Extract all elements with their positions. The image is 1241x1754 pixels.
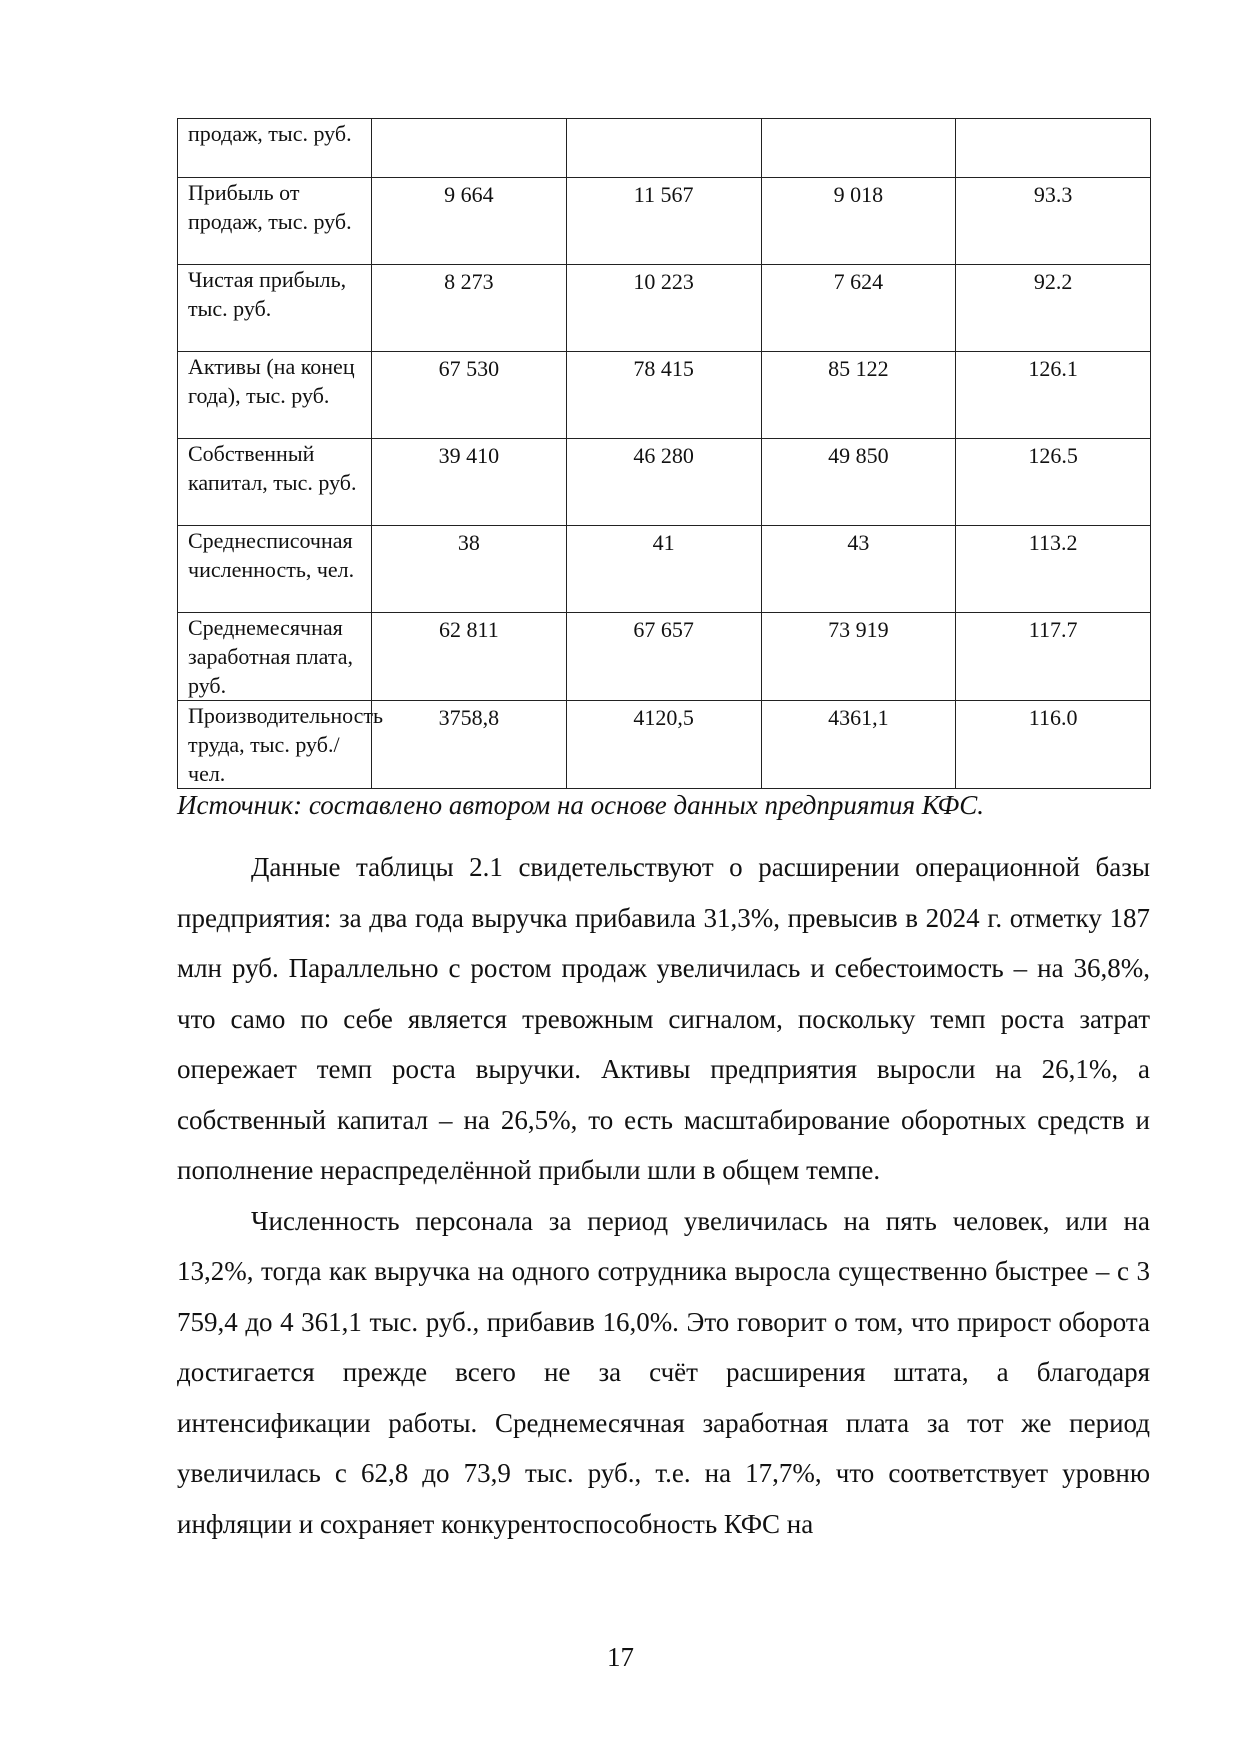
cell-value: 46 280 — [566, 439, 761, 526]
cell-value: 9 018 — [761, 178, 956, 265]
cell-value: 10 223 — [566, 265, 761, 352]
row-label: Среднемесячная заработная плата, руб. — [178, 613, 372, 701]
row-label: Производительность труда, тыс. руб./чел. — [178, 701, 372, 789]
cell-value: 78 415 — [566, 352, 761, 439]
row-label: Среднесписочная численность, чел. — [178, 526, 372, 613]
table-row — [178, 701, 1151, 789]
page-number: 17 — [607, 1642, 634, 1672]
cell-value: 39 410 — [372, 439, 567, 526]
cell-value: 3758,8 — [372, 701, 567, 789]
table-row — [178, 352, 1151, 439]
cell-value: 67 657 — [566, 613, 761, 701]
cell-value: 116.0 — [956, 701, 1151, 789]
cell-value — [372, 119, 567, 178]
cell-value: 113.2 — [956, 526, 1151, 613]
cell-value: 126.1 — [956, 352, 1151, 439]
indicators-table — [177, 118, 1151, 789]
cell-value: 93.3 — [956, 178, 1151, 265]
cell-value: 62 811 — [372, 613, 567, 701]
cell-value: 67 530 — [372, 352, 567, 439]
cell-value: 117.7 — [956, 613, 1151, 701]
cell-value: 9 664 — [372, 178, 567, 265]
cell-value: 49 850 — [761, 439, 956, 526]
paragraph: Данные таблицы 2.1 свидетельствуют о расширении операционной базы предприятия: за два года выручка прибавила 31,3%, превысив в 2024 г. отметку 187 млн руб. Параллельно с ростом продаж увеличилась и себестоимость – на 36,8%, что само по себе является тревожным сигналом, поскольку темп роста затрат опережает темп роста выручки. Активы предприятия выросли на 26,1%, а собственный капитал – на 26,5%, то есть масштабирование оборотных средств и пополнение нераспределённой прибыли шли в общем темпе. — [177, 852, 1150, 1185]
cell-value: 85 122 — [761, 352, 956, 439]
body-text — [177, 842, 1150, 1549]
cell-value: 4361,1 — [761, 701, 956, 789]
table-row — [178, 265, 1151, 352]
cell-value: 11 567 — [566, 178, 761, 265]
cell-value: 126.5 — [956, 439, 1151, 526]
row-label: Чистая прибыль, тыс. руб. — [178, 265, 372, 352]
row-label: Прибыль от продаж, тыс. руб. — [178, 178, 372, 265]
cell-value: 7 624 — [761, 265, 956, 352]
table-row — [178, 178, 1151, 265]
row-label: Собственный капитал, тыс. руб. — [178, 439, 372, 526]
cell-value: 73 919 — [761, 613, 956, 701]
cell-value: 43 — [761, 526, 956, 613]
row-label: Активы (на конец года), тыс. руб. — [178, 352, 372, 439]
cell-value — [761, 119, 956, 178]
table-row — [178, 439, 1151, 526]
table-source-note: Источник: составлено автором на основе данных предприятия КФС. — [177, 790, 985, 820]
cell-value — [566, 119, 761, 178]
cell-value: 38 — [372, 526, 567, 613]
cell-value — [956, 119, 1151, 178]
cell-value: 92.2 — [956, 265, 1151, 352]
table-row — [178, 613, 1151, 701]
table-row — [178, 526, 1151, 613]
cell-value: 41 — [566, 526, 761, 613]
paragraph: Численность персонала за период увеличилась на пять человек, или на 13,2%, тогда как выручка на одного сотрудника выросла существенно быстрее – с 3 759,4 до 4 361,1 тыс. руб., прибавив 16,0%. Это говорит о том, что прирост оборота достигается прежде всего не за счёт расширения штата, а благодаря интенсификации работы. Среднемесячная заработная плата за тот же период увеличилась с 62,8 до 73,9 тыс. руб., т.е. на 17,7%, что соответствует уровню инфляции и сохраняет конкурентоспособность КФС на — [177, 1205, 1150, 1539]
table-row — [178, 119, 1151, 178]
cell-value: 8 273 — [372, 265, 567, 352]
cell-value: 4120,5 — [566, 701, 761, 789]
row-label: продаж, тыс. руб. — [178, 119, 372, 178]
